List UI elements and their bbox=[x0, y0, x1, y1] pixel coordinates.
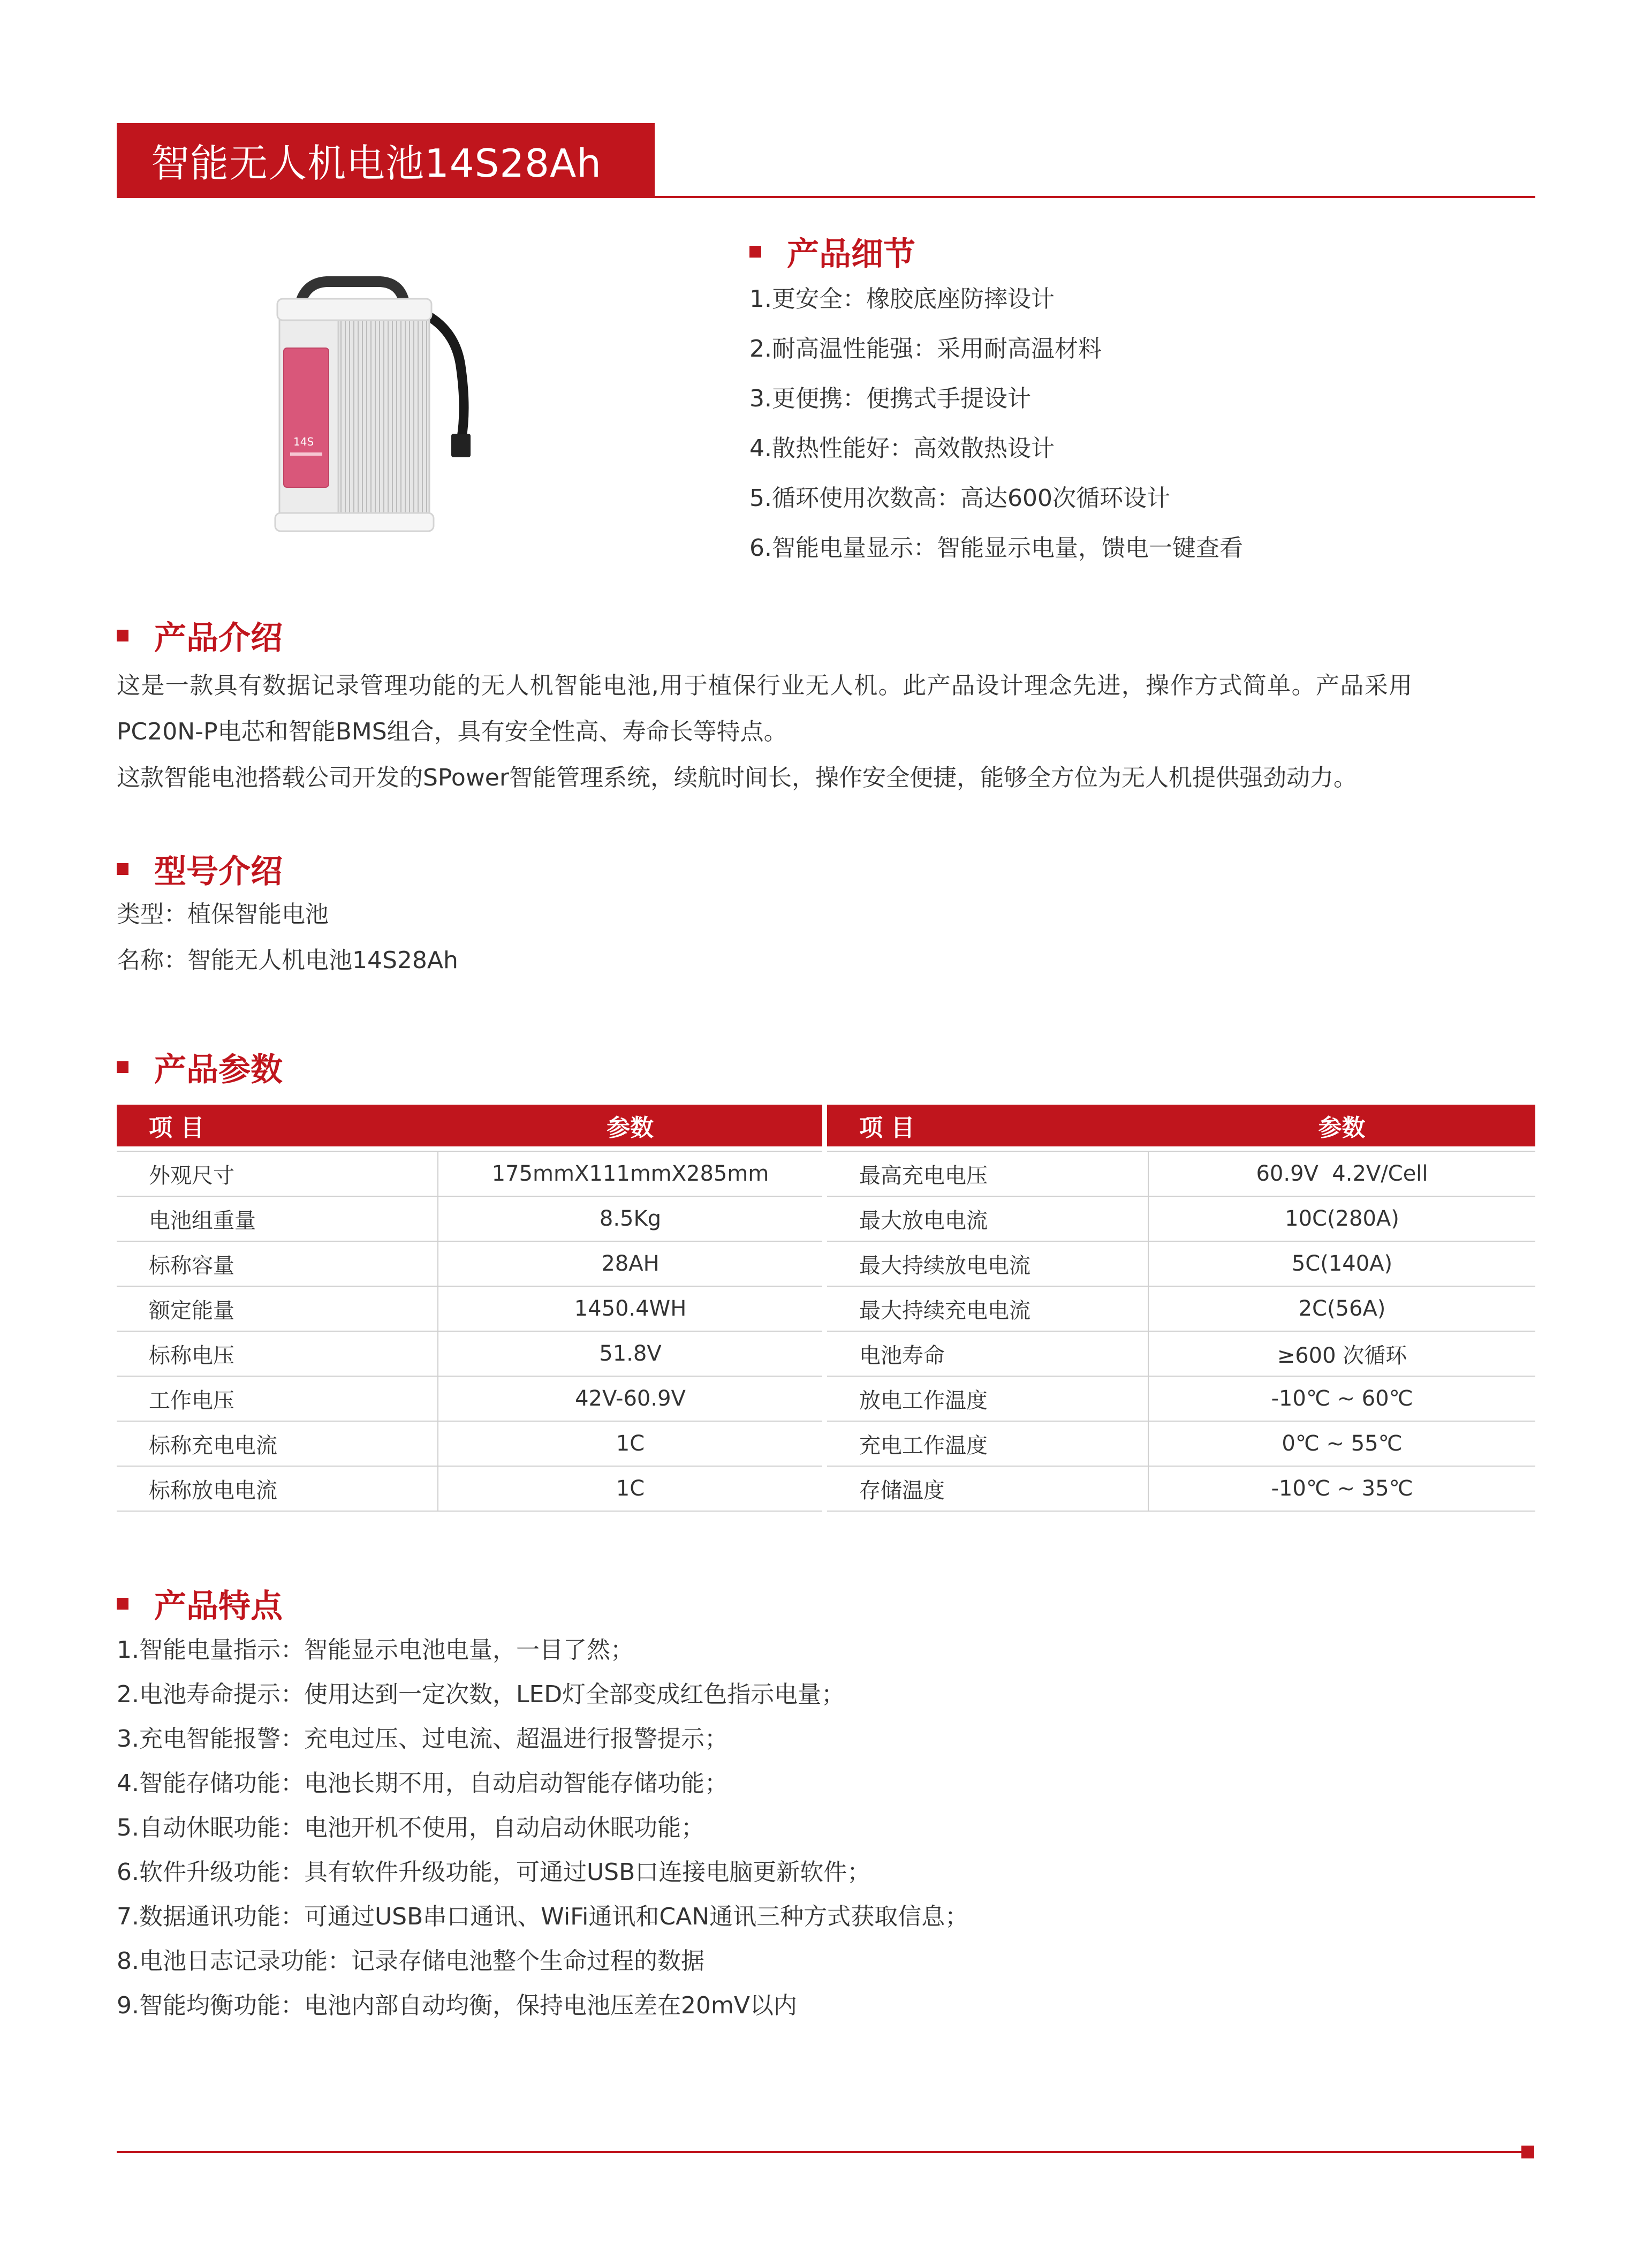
list-item: 4.散热性能好：高效散热设计 bbox=[749, 435, 1055, 462]
table-row bbox=[827, 1151, 1535, 1196]
param-name: 充电工作温度 bbox=[827, 1421, 1148, 1466]
list-item: 4.智能存储功能：电池长期不用，自动启动智能存储功能； bbox=[117, 1770, 728, 1797]
title-divider bbox=[117, 196, 1535, 198]
list-item: 3.更便携：便携式手提设计 bbox=[749, 385, 1031, 412]
param-value: 1C bbox=[438, 1421, 822, 1466]
details-heading bbox=[749, 230, 915, 273]
list-item: 7.数据通讯功能：可通过USB串口通讯、WiFi通讯和CAN通讯三种方式获取信息； bbox=[117, 1903, 969, 1930]
battery-label: 14S bbox=[293, 435, 314, 448]
footer-divider bbox=[117, 2151, 1530, 2153]
params-table-right bbox=[827, 1105, 1535, 1512]
param-name: 标称充电电流 bbox=[117, 1421, 438, 1466]
table-row bbox=[117, 1421, 822, 1466]
bullet-square-icon bbox=[117, 1061, 128, 1073]
param-name: 标称容量 bbox=[117, 1241, 438, 1286]
bullet-square-icon bbox=[749, 246, 761, 258]
table-row bbox=[827, 1331, 1535, 1376]
features-heading-text: 产品特点 bbox=[154, 1588, 283, 1625]
table-row bbox=[117, 1376, 822, 1421]
bullet-square-icon bbox=[117, 1598, 128, 1610]
param-name: 电池寿命 bbox=[827, 1331, 1148, 1376]
param-name: 最大持续充电电流 bbox=[827, 1286, 1148, 1331]
param-value: 51.8V bbox=[438, 1331, 822, 1376]
model-name: 名称：智能无人机电池14S28Ah bbox=[117, 947, 458, 974]
bullet-square-icon bbox=[117, 630, 128, 641]
param-name: 电池组重量 bbox=[117, 1196, 438, 1241]
model-heading-text: 型号介绍 bbox=[154, 853, 283, 890]
param-value: 1C bbox=[438, 1466, 822, 1511]
list-item: 2.耐高温性能强：采用耐高温材料 bbox=[749, 335, 1102, 363]
param-value: 0℃ ~ 55℃ bbox=[1148, 1421, 1535, 1466]
details-heading-text: 产品细节 bbox=[787, 236, 915, 273]
params-heading bbox=[117, 1046, 283, 1089]
features-list bbox=[117, 1628, 968, 2028]
model-info bbox=[117, 892, 458, 984]
params-table-left bbox=[117, 1105, 822, 1512]
list-item: 3.充电智能报警：充电过压、过电流、超温进行报警提示； bbox=[117, 1725, 728, 1753]
table-row bbox=[827, 1466, 1535, 1511]
bullet-square-icon bbox=[117, 863, 128, 875]
param-value: -10℃ ~ 60℃ bbox=[1148, 1376, 1535, 1421]
table-row bbox=[117, 1151, 822, 1196]
param-name: 最大持续放电电流 bbox=[827, 1241, 1148, 1286]
list-item: 5.自动休眠功能：电池开机不使用，自动启动休眠功能； bbox=[117, 1814, 704, 1841]
param-name: 标称电压 bbox=[117, 1331, 438, 1376]
list-item: 9.智能均衡功能：电池内部自动均衡，保持电池压差在20mV以内 bbox=[117, 1992, 797, 2019]
model-type: 类型：植保智能电池 bbox=[117, 901, 329, 928]
param-value: 8.5Kg bbox=[438, 1196, 822, 1241]
intro-heading bbox=[117, 614, 283, 657]
page-title: 智能无人机电池14S28Ah bbox=[117, 123, 655, 197]
list-item: 5.循环使用次数高：高达600次循环设计 bbox=[749, 485, 1170, 512]
param-value: 60.9V 4.2V/Cell bbox=[1148, 1151, 1535, 1196]
table-row bbox=[117, 1196, 822, 1241]
intro-heading-text: 产品介绍 bbox=[154, 620, 283, 657]
table-row bbox=[117, 1466, 822, 1511]
list-item: 6.智能电量显示：智能显示电量，馈电一键查看 bbox=[749, 534, 1243, 562]
table-row bbox=[117, 1331, 822, 1376]
param-name: 放电工作温度 bbox=[827, 1376, 1148, 1421]
column-header-item: 项 目 bbox=[827, 1105, 1148, 1146]
column-header-item: 项 目 bbox=[117, 1105, 438, 1146]
param-name: 存储温度 bbox=[827, 1466, 1148, 1511]
intro-text bbox=[117, 663, 1413, 801]
table-row bbox=[117, 1286, 822, 1331]
param-value: 42V-60.9V bbox=[438, 1376, 822, 1421]
param-value: 5C(140A) bbox=[1148, 1241, 1535, 1286]
param-value: 28AH bbox=[438, 1241, 822, 1286]
table-row bbox=[827, 1376, 1535, 1421]
table-row bbox=[827, 1286, 1535, 1331]
list-item: 8.电池日志记录功能：记录存储电池整个生命过程的数据 bbox=[117, 1947, 704, 1975]
param-value: 10C(280A) bbox=[1148, 1196, 1535, 1241]
param-value: ≥600 次循环 bbox=[1148, 1331, 1535, 1376]
intro-line: 这是一款具有数据记录管理功能的无人机智能电池,用于植保行业无人机。此产品设计理念先进，操作方式简单。产品采用 bbox=[117, 672, 1413, 699]
list-item: 1.智能电量指示：智能显示电池电量，一目了然； bbox=[117, 1636, 634, 1664]
param-name: 外观尺寸 bbox=[117, 1151, 438, 1196]
table-row bbox=[117, 1241, 822, 1286]
column-header-value: 参数 bbox=[1148, 1105, 1535, 1146]
list-item: 6.软件升级功能：具有软件升级功能，可通过USB口连接电脑更新软件； bbox=[117, 1859, 871, 1886]
list-item: 1.更安全：橡胶底座防摔设计 bbox=[749, 285, 1055, 313]
intro-line: PC20N-P电芯和智能BMS组合，具有安全性高、寿命长等特点。 bbox=[117, 718, 787, 745]
model-heading bbox=[117, 848, 283, 890]
params-heading-text: 产品参数 bbox=[154, 1051, 283, 1089]
param-name: 最高充电电压 bbox=[827, 1151, 1148, 1196]
intro-line: 这款智能电池搭载公司开发的SPower智能管理系统，续航时间长，操作安全便捷，能够全方位为无人机提供强劲动力。 bbox=[117, 764, 1357, 791]
battery-product-image bbox=[268, 268, 503, 546]
table-row bbox=[827, 1241, 1535, 1286]
param-value: 1450.4WH bbox=[438, 1286, 822, 1331]
features-heading bbox=[117, 1582, 283, 1625]
details-list bbox=[749, 274, 1243, 573]
column-header-value: 参数 bbox=[438, 1105, 822, 1146]
param-value: -10℃ ~ 35℃ bbox=[1148, 1466, 1535, 1511]
param-name: 工作电压 bbox=[117, 1376, 438, 1421]
param-value: 175mmX111mmX285mm bbox=[438, 1151, 822, 1196]
param-name: 最大放电电流 bbox=[827, 1196, 1148, 1241]
list-item: 2.电池寿命提示：使用达到一定次数，LED灯全部变成红色指示电量； bbox=[117, 1681, 845, 1708]
footer-square-icon bbox=[1521, 2146, 1534, 2158]
param-value: 2C(56A) bbox=[1148, 1286, 1535, 1331]
param-name: 标称放电电流 bbox=[117, 1466, 438, 1511]
param-name: 额定能量 bbox=[117, 1286, 438, 1331]
table-row bbox=[827, 1421, 1535, 1466]
table-row bbox=[827, 1196, 1535, 1241]
